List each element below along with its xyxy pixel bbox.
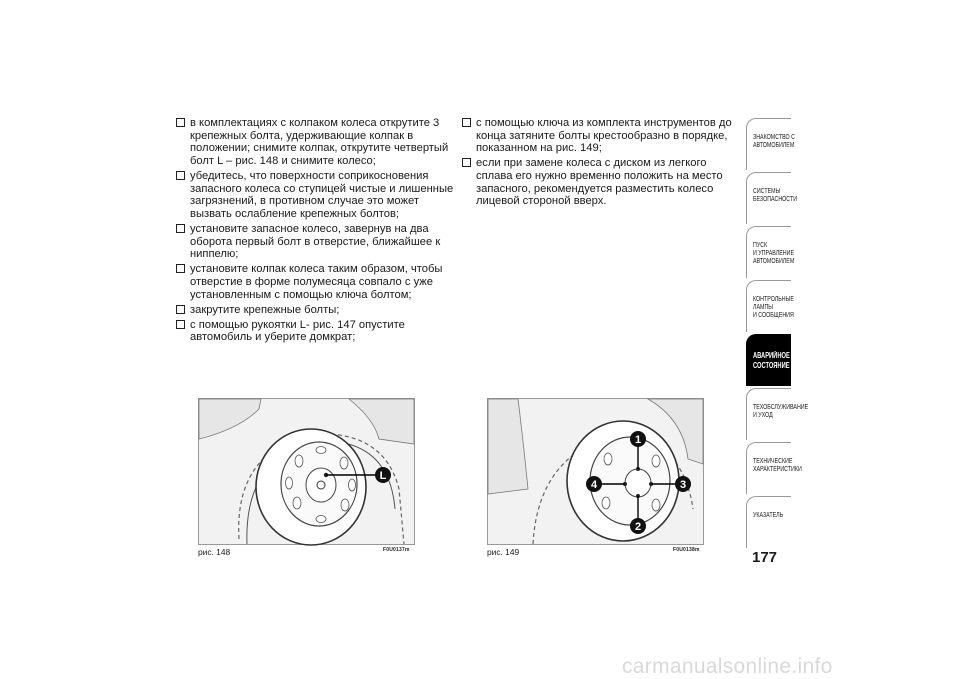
instruction-item: если при замене колеса с диском из легкого сплава его нужно временно положить на место запасного, рекомендуется разместить колесо лицевой стороной вверх.	[462, 157, 744, 207]
checkbox-bullet-icon	[176, 305, 185, 314]
checkbox-bullet-icon	[176, 118, 185, 127]
callout-2: 2	[634, 521, 642, 533]
tab-emergency[interactable]: АВАРИЙНОЕ СОСТОЯНИЕ	[746, 334, 791, 386]
callout-1: 1	[634, 434, 642, 446]
tab-maintenance[interactable]: ТЕХОБСЛУЖИВАНИЕ И УХОД	[746, 388, 791, 440]
figure-caption: рис. 148	[198, 547, 231, 557]
footer-watermark: carmanualsonline.info	[622, 655, 833, 678]
instruction-item: закрутите крепежные болты;	[176, 304, 454, 317]
instruction-item: с помощью ключа из комплекта инструментов до конца затяните болты крестообразно в порядке, показанном на рис. 149;	[462, 117, 744, 155]
tab-starting-driving[interactable]: ПУСК И УПРАВЛЕНИЕ АВТОМОБИЛЕМ	[746, 226, 791, 278]
callout-3: 3	[679, 479, 687, 491]
checkbox-bullet-icon	[176, 171, 185, 180]
figure-code: F0U0138m	[673, 547, 700, 553]
figure-code: F0U0137m	[383, 547, 410, 553]
checkbox-bullet-icon	[176, 224, 185, 233]
tab-safety-systems[interactable]: СИСТЕМЫ БЕЗОПАСНОСТИ	[746, 172, 791, 224]
instruction-item: установите запасное колесо, завернув на два оборота первый болт в отверстие, ближайшее к ниппелю;	[176, 223, 454, 261]
figure-149-wheel-illustration	[487, 398, 704, 545]
tab-technical-specs[interactable]: ТЕХНИЧЕСКИЕ ХАРАКТЕРИСТИКИ	[746, 442, 791, 494]
tab-index[interactable]: УКАЗАТЕЛЬ	[746, 496, 791, 548]
page-number: 177	[752, 549, 778, 566]
instruction-item: установите колпак колеса таким образом, чтобы отверстие в форме полумесяца совпало с уже установленным с помощью ключа болтом;	[176, 263, 454, 301]
section-tabs	[746, 118, 809, 550]
left-text-column	[176, 117, 454, 347]
instruction-item: в комплектациях с колпаком колеса открутите 3 крепежных болта, удерживающие колпак в положении; снимите колпак, открутите четвертый болт L – рис. 148 и снимите колесо;	[176, 117, 454, 167]
checkbox-bullet-icon	[176, 264, 185, 273]
callout-L: L	[379, 470, 387, 482]
callout-4: 4	[590, 479, 598, 491]
figure-148-wheel-illustration	[198, 398, 415, 545]
tab-warning-lights[interactable]: КОНТРОЛЬНЫЕ ЛАМПЫ И СООБЩЕНИЯ	[746, 280, 791, 332]
tab-getting-to-know-car[interactable]: ЗНАКОМСТВО С АВТОМОБИЛЕМ	[746, 118, 791, 170]
instruction-item: убедитесь, что поверхности соприкосновения запасного колеса со ступицей чистые и лишенные загрязнений, в противном случае это может вызвать ослабление крепежных болтов;	[176, 170, 454, 220]
figure-caption: рис. 149	[487, 547, 520, 557]
checkbox-bullet-icon	[176, 320, 185, 329]
checkbox-bullet-icon	[462, 118, 471, 127]
checkbox-bullet-icon	[462, 158, 471, 167]
instruction-item: с помощью рукоятки L- рис. 147 опустите автомобиль и уберите домкрат;	[176, 319, 454, 344]
right-text-column	[462, 117, 744, 210]
